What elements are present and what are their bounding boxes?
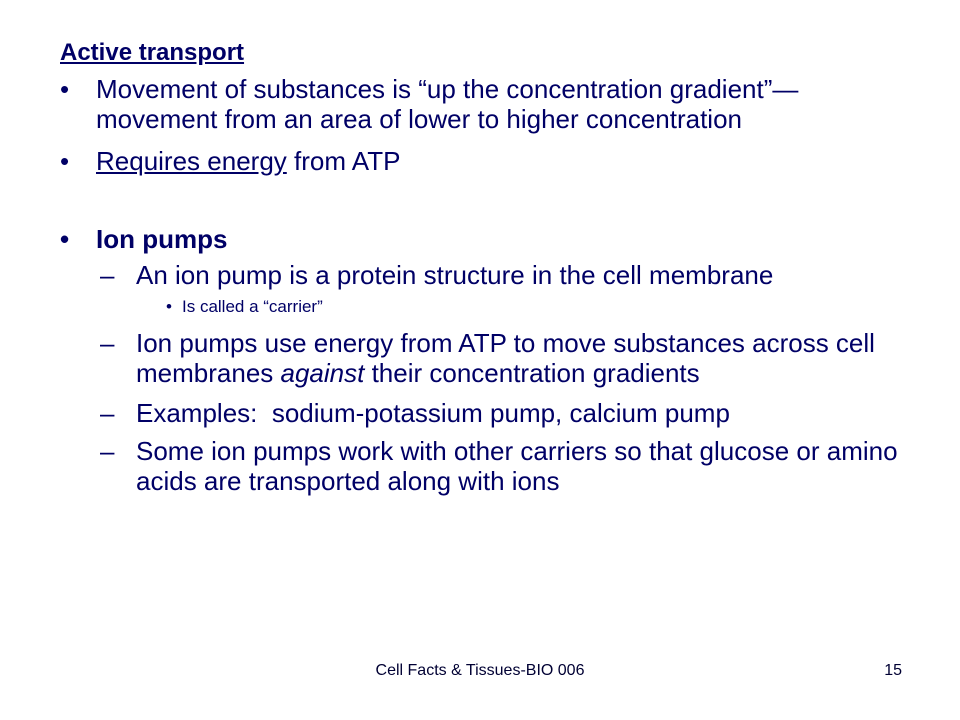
sub-bullet-text-after: their concentration gradients xyxy=(364,358,700,388)
dash-glyph: – xyxy=(100,328,115,358)
sub-bullet-carriers xyxy=(60,436,920,496)
section-title: Active transport xyxy=(60,39,245,66)
bullet-glyph: • xyxy=(60,224,70,254)
bullet-glyph: • xyxy=(166,297,172,316)
bullet-movement xyxy=(60,74,920,134)
sub-bullet-text: An ion pump is a protein structure in the cell membrane xyxy=(136,260,774,290)
sub-bullet-text-before: Ion pumps use energy from ATP to move substances across cell membranes xyxy=(136,328,875,388)
sub-sub-bullet-carrier xyxy=(60,296,920,318)
slide-content xyxy=(60,38,920,496)
sub-bullet-examples xyxy=(60,398,920,428)
bullet-ion-pumps xyxy=(60,224,920,254)
bullet-glyph: • xyxy=(60,74,70,104)
footer-course: Cell Facts & Tissues-BIO 006 xyxy=(375,662,585,679)
dash-glyph: – xyxy=(100,436,115,466)
page-number: 15 xyxy=(884,662,902,679)
dash-glyph: – xyxy=(100,260,115,290)
bullet-text: Movement of substances is “up the concentration gradient”— movement from an area of lower to higher concentration xyxy=(96,74,799,134)
sub-bullet-use-energy xyxy=(60,328,920,388)
italic-word: against xyxy=(280,358,365,388)
sub-bullet-text: Examples: sodium-potassium pump, calcium pump xyxy=(136,398,730,428)
sub-bullet-text: Some ion pumps work with other carriers so that glucose or amino acids are transported along with ions xyxy=(136,436,898,496)
bullet-text: from ATP xyxy=(286,146,401,176)
bullet-requires-energy xyxy=(60,146,920,176)
bullet-text: Ion pumps xyxy=(96,224,228,254)
underlined-phrase: Requires energy xyxy=(96,146,287,176)
bullet-glyph: • xyxy=(60,146,70,176)
sub-sub-bullet-text: Is called a “carrier” xyxy=(182,297,323,316)
dash-glyph: – xyxy=(100,398,115,428)
sub-bullet-protein-structure xyxy=(60,260,920,290)
